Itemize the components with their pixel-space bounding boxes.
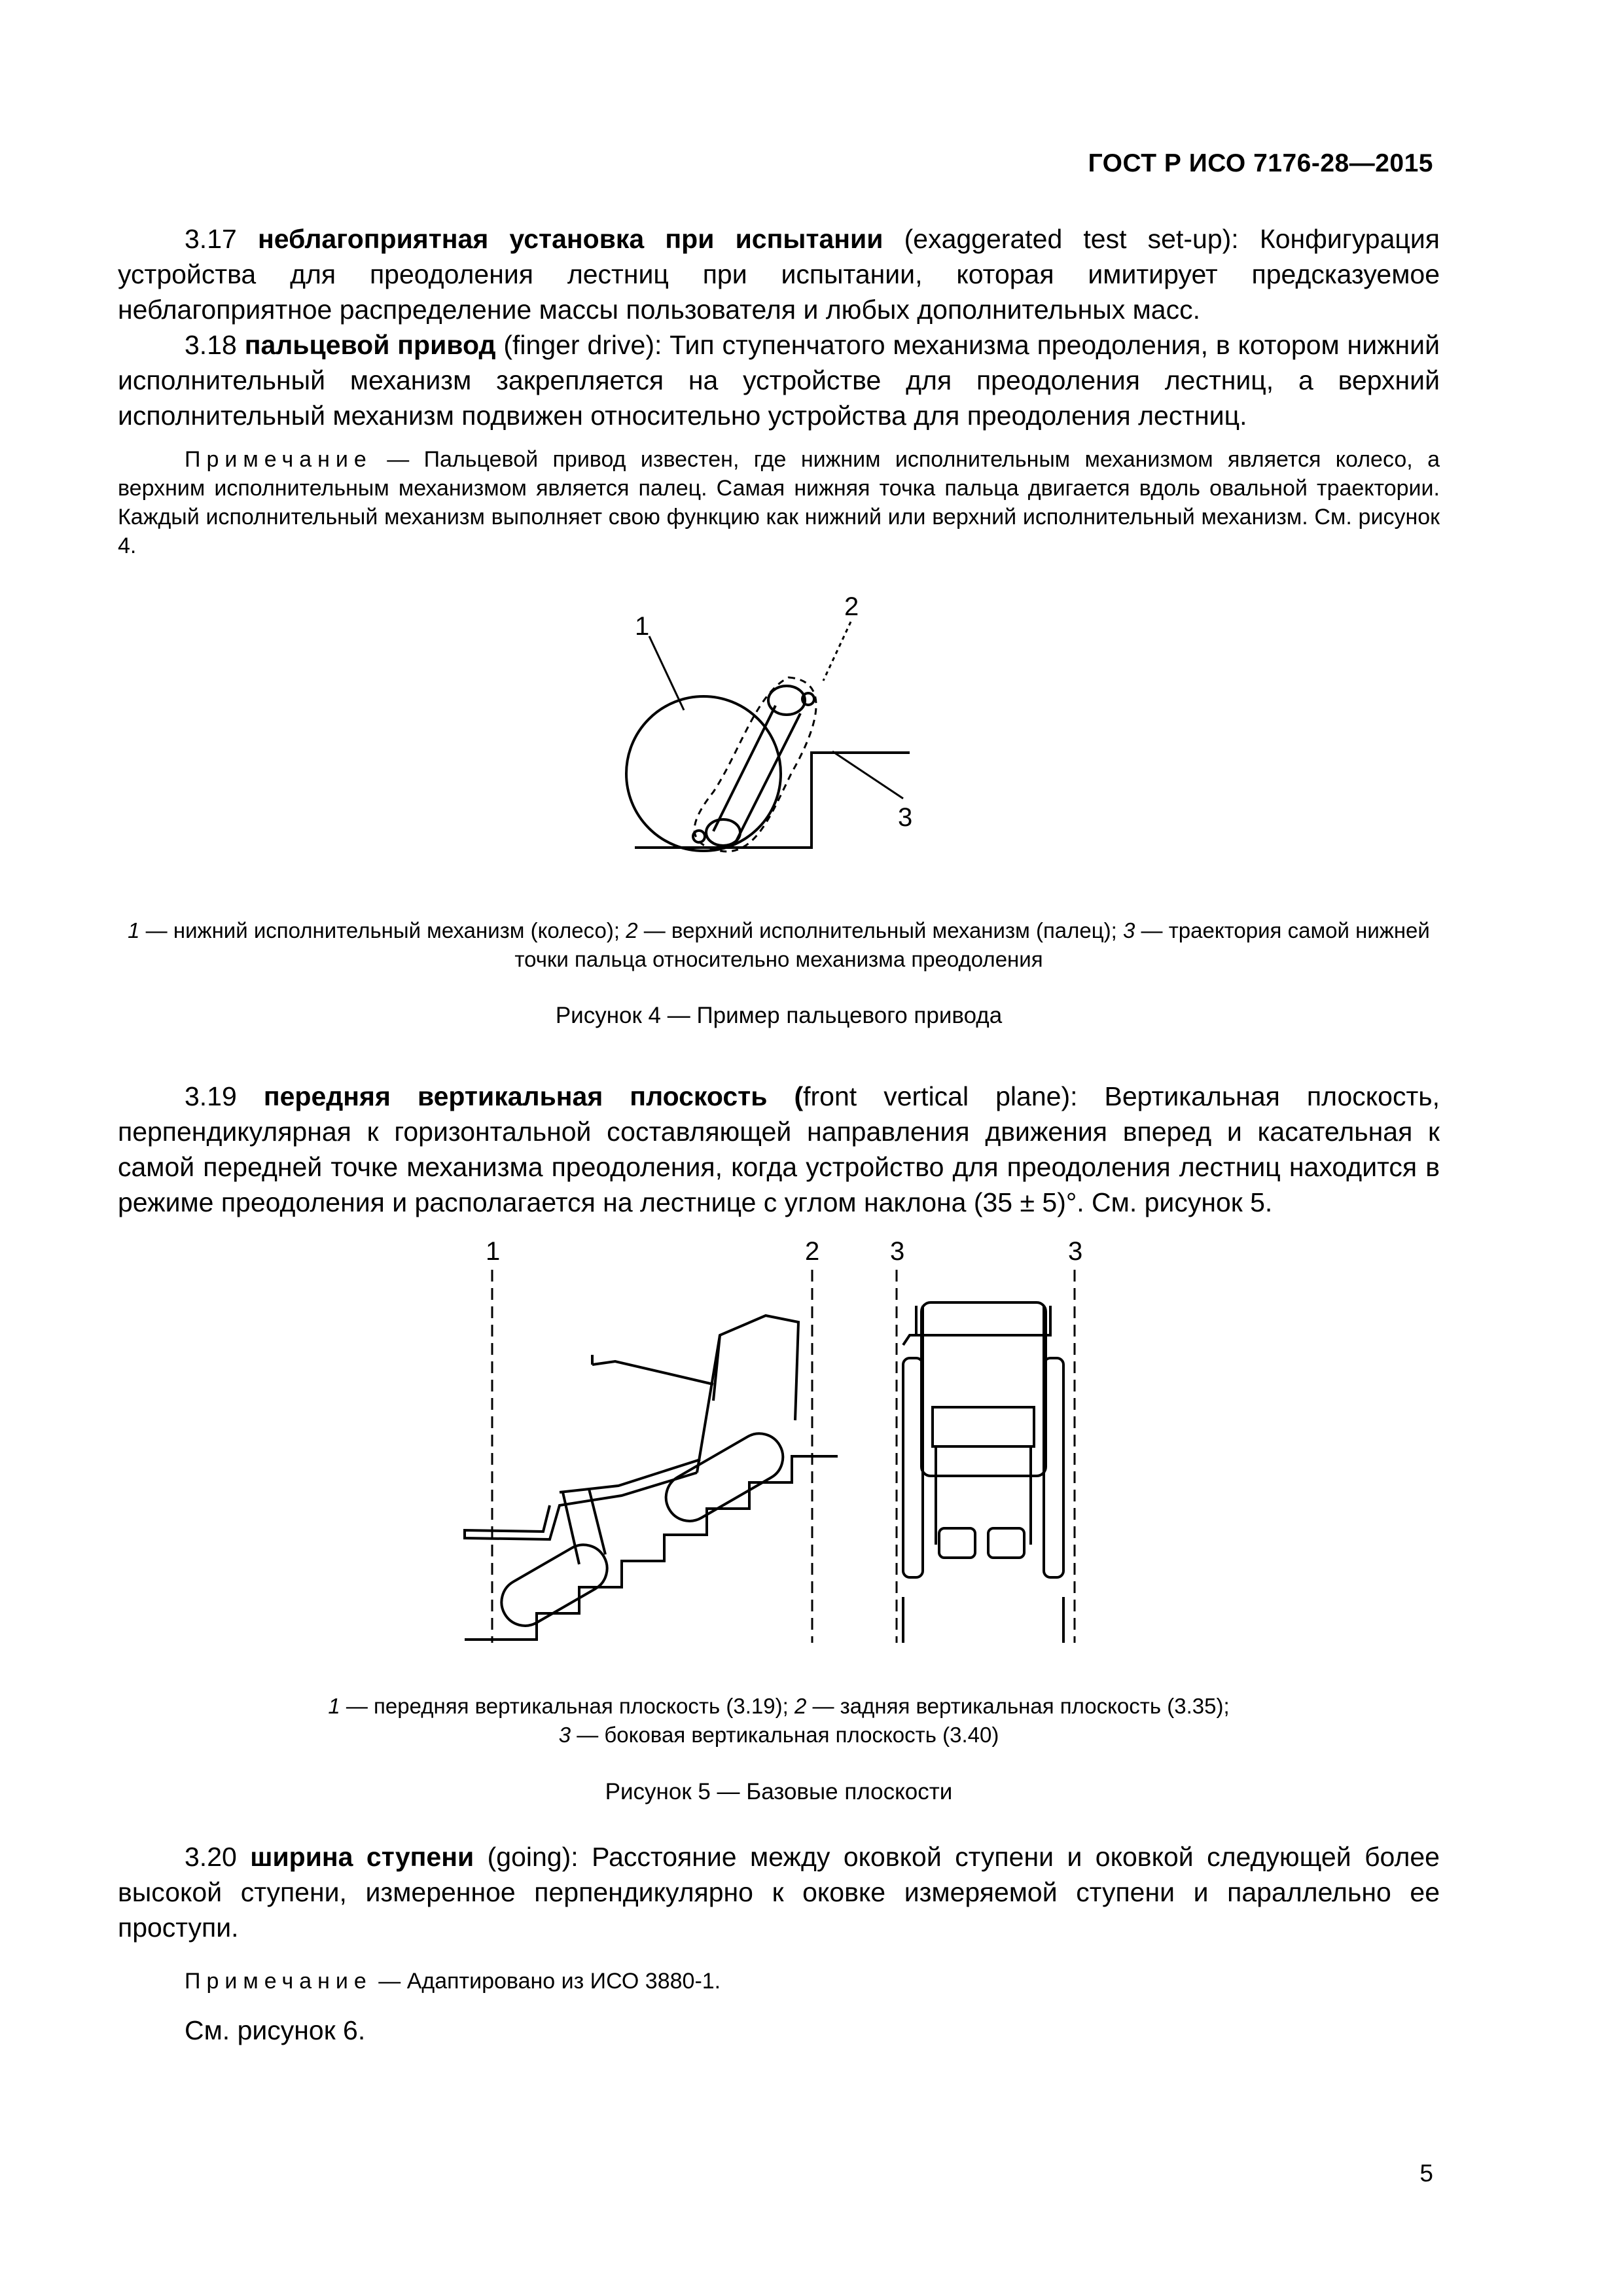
note-label: Примечание <box>185 1969 372 1994</box>
lower-track <box>493 1536 616 1634</box>
legend-key: 3 <box>558 1723 571 1747</box>
note-text: — Адаптировано из ИСО 3880-1. <box>378 1969 721 1994</box>
figure-4-legend <box>118 916 1440 974</box>
figure-5-title: Рисунок 5 — Базовые плоскости <box>605 1779 953 1804</box>
figure-4-drawing <box>615 576 955 864</box>
section-number: 3.20 <box>185 1842 237 1872</box>
figure-5-label-3-right: 3 <box>1068 1237 1083 1266</box>
document-code: ГОСТ Р ИСО 7176-28—2015 <box>1088 149 1433 177</box>
term: неблагоприятная установка при испытании <box>258 224 883 254</box>
term: пальцевой привод <box>244 330 496 360</box>
page-number: 5 <box>1419 2160 1433 2187</box>
legend-key: 1 <box>328 1694 340 1718</box>
note-3-20 <box>118 1967 1440 1996</box>
staircase <box>465 1456 838 1640</box>
note-label: Примечание <box>185 447 372 472</box>
definition: (finger drive): Тип ступенчатого механизма преодоления, в котором нижний исполнительный механизм закрепляется на устройстве для преодоления лестниц, а верхний исполнительный механизм подвижен относительно устройства для преодоления лестниц. <box>118 330 1440 431</box>
see-figure-6-text: См. рисунок 6. <box>185 2015 366 2045</box>
figure-4-title: Рисунок 4 — Пример пальцевого привода <box>555 1003 1003 1028</box>
legend-key: 2 <box>626 918 638 942</box>
note-3-18 <box>118 445 1440 560</box>
legend-text: — задняя вертикальная плоскость (3.35); <box>806 1694 1230 1718</box>
figure-4-label-3: 3 <box>898 803 913 832</box>
legend-key: 2 <box>794 1694 807 1718</box>
legend-key: 3 <box>1123 918 1135 942</box>
note-text: — Пальцевой привод известен, где нижним исполнительным механизмом является колесо, а верхним исполнительным механизмом является палец. Самая нижняя точка пальца двигается вдоль овальной траектории. Каждый исполнительный механизм выполняет свою функцию как нижний или верхний исполнительный механизм. См. рисунок 4. <box>118 447 1440 558</box>
figure-5-drawing <box>452 1230 1106 1656</box>
armrest <box>592 1355 713 1384</box>
leader-1 <box>649 636 684 710</box>
figure-5-label-1: 1 <box>486 1237 501 1266</box>
section-3-20 <box>118 1839 1440 1945</box>
figure-5-label-3-left: 3 <box>890 1237 905 1266</box>
section-3-19 <box>118 1079 1440 1220</box>
wheel-circle <box>626 696 781 851</box>
figure-4-label-2: 2 <box>844 592 859 621</box>
section-3-18 <box>118 327 1440 433</box>
figure-5-legend <box>118 1692 1440 1749</box>
leader-2 <box>823 622 851 681</box>
legend-text: — боковая вертикальная плоскость (3.40) <box>571 1723 999 1747</box>
figure-5-label-2: 2 <box>805 1237 820 1266</box>
legend-key: 1 <box>128 918 140 942</box>
finger-upper-joint <box>768 686 805 715</box>
section-number: 3.17 <box>185 224 237 254</box>
legend-text: — нижний исполнительный механизм (колесо); <box>139 918 626 942</box>
definition: (going): Расстояние между оковкой ступени и оковкой следующей более высокой ступени, измеренное перпендикулярно к оковке измеряемой ступени и параллельно ее проступи. <box>118 1842 1440 1943</box>
section-3-17 <box>118 221 1440 327</box>
finger-lower-joint <box>706 819 740 846</box>
see-figure-6 <box>118 2013 1440 2048</box>
leader-3 <box>832 751 903 798</box>
definition: front vertical plane): Вертикальная плоскость, перпендикулярная к горизонтальной составляющей направления движения вперед и касательная к самой передней точке механизма преодоления, когда устройство для преодоления лестниц находится в режиме преодоления и располагается на лестнице с углом наклона (35 ± 5)°. См. рисунок 5. <box>118 1081 1440 1217</box>
section-number: 3.18 <box>185 330 237 360</box>
finger-trajectory <box>694 677 816 852</box>
term: передняя вертикальная плоскость ( <box>263 1081 804 1111</box>
legend-text: — верхний исполнительный механизм (палец); <box>637 918 1123 942</box>
legend-text: — траектория самой нижней точки пальца относительно механизма преодоления <box>514 918 1430 971</box>
backrest <box>697 1316 798 1473</box>
seat-frame <box>465 1473 697 1539</box>
term: ширина ступени <box>250 1842 474 1872</box>
legend-text: — передняя вертикальная плоскость (3.19); <box>340 1694 794 1718</box>
definition: (exaggerated test set-up): Конфигурация устройства для преодоления лестниц при испытании, которая имитирует предсказуемое неблагоприятное распределение массы пользователя и любых дополнительных масс. <box>118 224 1440 325</box>
front-view-chair <box>903 1302 1063 1643</box>
section-number: 3.19 <box>185 1081 237 1111</box>
figure-4-label-1: 1 <box>635 612 650 641</box>
